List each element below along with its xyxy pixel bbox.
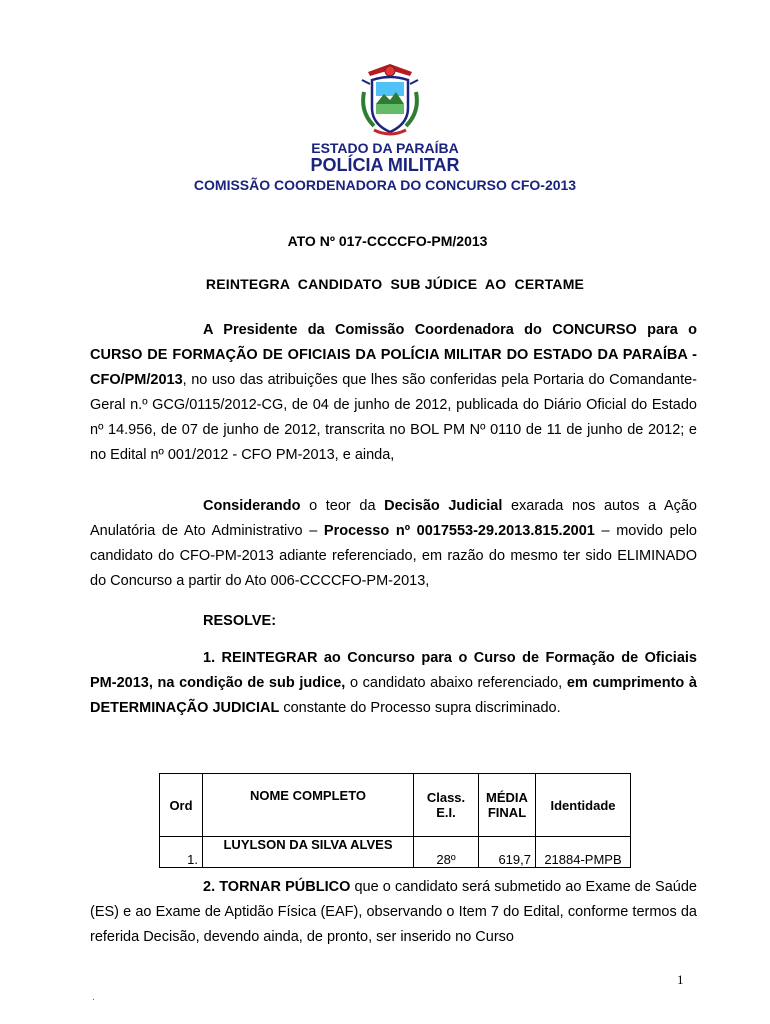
page-number: 1 xyxy=(677,972,684,987)
item-1-bold: 1. REINTEGRAR ao Concurso para o Curso de Formação de Oficiais PM-2013, na condição de sub judice, xyxy=(90,650,697,691)
header-commission: COMISSÃO COORDENADORA DO CONCURSO CFO-2013 xyxy=(193,177,577,193)
cell-name: LUYLSON DA SILVA ALVES xyxy=(203,837,414,868)
cell-average: 619,7 xyxy=(479,837,536,868)
cell-identity: 21884-PMPB xyxy=(536,837,631,868)
candidate-table xyxy=(159,773,631,868)
header-class: Class. E.I. xyxy=(414,774,479,837)
considering-label: Considerando xyxy=(203,498,301,514)
item-2-text: que o candidato será submetido ao Exame de Saúde (ES) e ao Exame de Aptidão Física (EAF), observando o Item 7 do Edital, conforme termos da referida Decisão, devendo ainda, de pronto, ser inserido no Curso xyxy=(90,879,697,945)
paragraph-item-2 xyxy=(90,875,697,950)
coat-of-arms-icon xyxy=(360,62,420,138)
header-average: MÉDIA FINAL xyxy=(479,774,536,837)
preamble-bold: A Presidente da Comissão Coordenadora do CONCURSO para o CURSO DE FORMAÇÃO DE OFICIAIS DA POLÍCIA MILITAR DO ESTADO DA PARAÍBA - CFO/PM/2013 xyxy=(90,322,697,388)
item-2-bold: 2. TORNAR PÚBLICO xyxy=(203,879,351,895)
footer-mark: . xyxy=(92,992,95,1003)
item-1-determination: em cumprimento à DETERMINAÇÃO JUDICIAL xyxy=(90,675,697,716)
paragraph-considering xyxy=(90,494,697,594)
judicial-decision-label: Decisão Judicial xyxy=(384,498,503,514)
considering-text-3: – movido pelo candidato do CFO-PM-2013 adiante referenciado, em razão do mesmo ter sido ELIMINADO do Concurso a partir do Ato 006-CCCCFO-PM-2013, xyxy=(90,523,697,589)
document-subject: REINTEGRA CANDIDATO SUB JÚDICE AO CERTAME xyxy=(205,276,585,292)
header-identity: Identidade xyxy=(536,774,631,837)
cell-class: 28º xyxy=(414,837,479,868)
resolve-heading: RESOLVE: xyxy=(203,613,277,629)
header-institution: POLÍCIA MILITAR xyxy=(310,155,460,175)
considering-text-2: exarada nos autos a Ação Anulatória de Ato Administrativo – xyxy=(90,498,697,539)
paragraph-item-1 xyxy=(90,646,697,721)
preamble-text: , no uso das atribuições que lhes são conferidas pela Portaria do Comandante-Geral n.º GCG/0115/2012-CG, de 04 de junho de 2012, publicada do Diário Oficial do Estado nº 14.956, de 07 de junho de 2012, transcrita no BOL PM Nº 0110 de 11 de junho de 2012; e no Edital nº 001/2012 - CFO PM-2013, e ainda, xyxy=(90,372,697,463)
table-header-row xyxy=(160,774,631,837)
cell-ord: 1. xyxy=(160,837,203,868)
paragraph-preamble xyxy=(90,318,697,468)
header-name: NOME COMPLETO xyxy=(203,774,414,837)
item-1-text-1: o candidato abaixo referenciado, xyxy=(345,675,567,691)
process-number: Processo nº 0017553-29.2013.815.2001 xyxy=(323,523,595,539)
table-row xyxy=(160,837,631,868)
header-state: ESTADO DA PARAÍBA xyxy=(311,140,459,156)
document-number: ATO Nº 017-CCCCFO-PM/2013 xyxy=(287,233,488,249)
item-1-text-2: constante do Processo supra discriminado. xyxy=(279,700,561,716)
considering-text-1: o teor da xyxy=(300,498,385,514)
header-ord: Ord xyxy=(160,774,203,837)
